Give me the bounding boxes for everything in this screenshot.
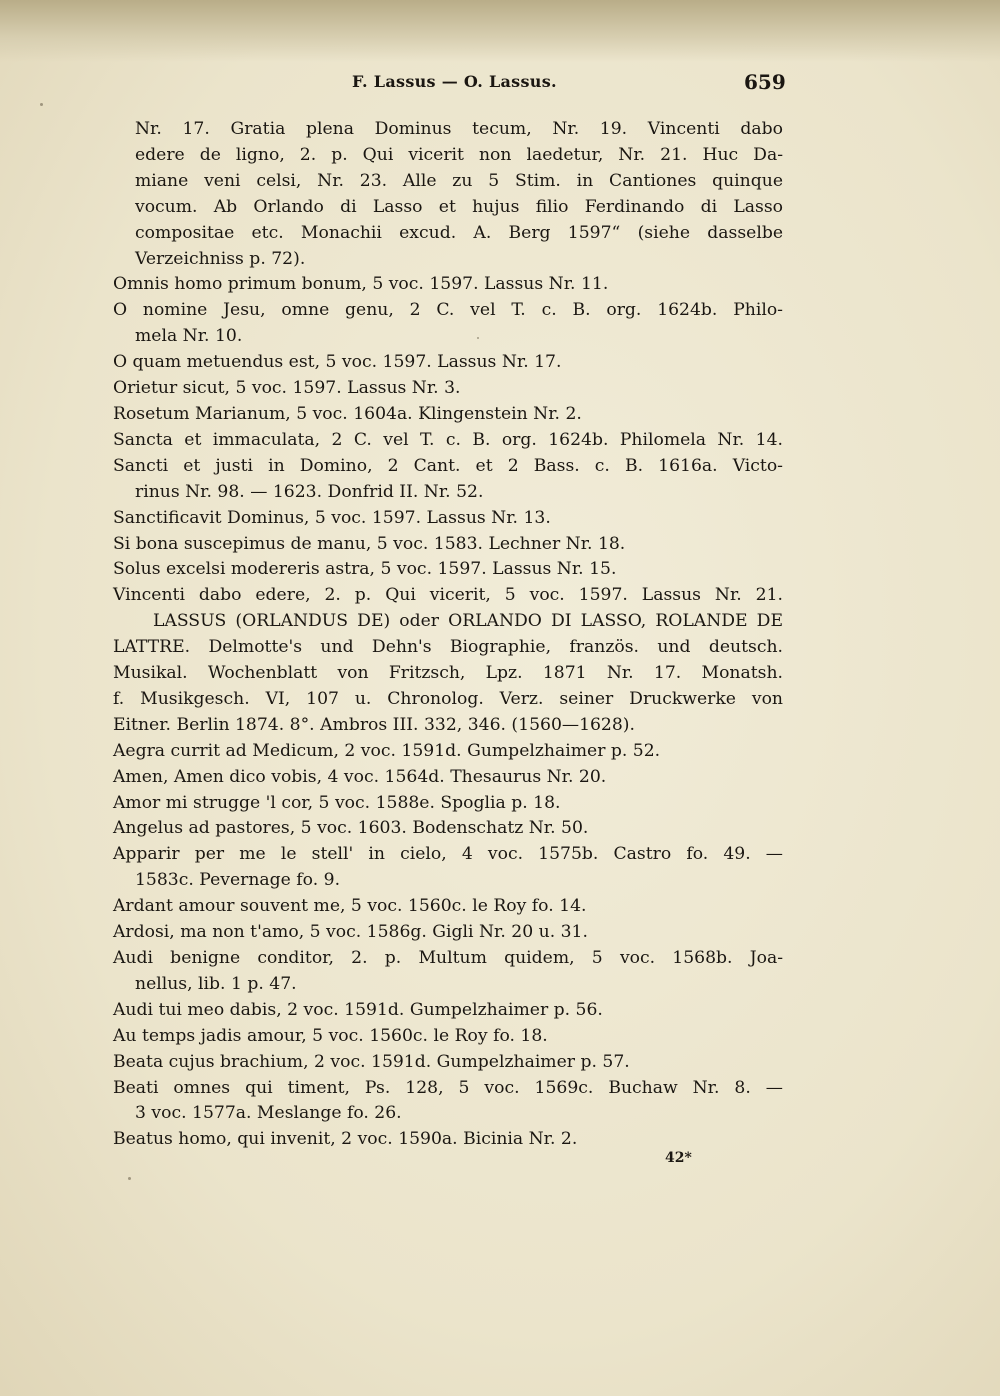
body-text [113, 117, 783, 1153]
text-line: miane veni celsi, Nr. 23. Alle zu 5 Stim. in Cantiones quinque [135, 170, 783, 191]
text-line: Apparir per me le stell' in cielo, 4 voc. 1575b. Castro fo. 49. — [113, 844, 783, 865]
text-line: 1583c. Pevernage fo. 9. [135, 870, 341, 891]
page-header [0, 72, 1000, 102]
paper-speck [128, 1177, 131, 1180]
text-line: Angelus ad pastores, 5 voc. 1603. Bodenschatz Nr. 50. [113, 818, 589, 839]
text-line: compositae etc. Monachii excud. A. Berg 1597“ (siehe dasselbe [135, 222, 783, 243]
paper-speck [477, 337, 479, 339]
text-line: Beata cujus brachium, 2 voc. 1591d. Gumpelzhaimer p. 57. [113, 1051, 630, 1072]
text-line: vocum. Ab Orlando di Lasso et hujus filio Ferdinando di Lasso [135, 196, 783, 217]
text-line: Audi benigne conditor, 2. p. Multum quidem, 5 voc. 1568b. Joa- [113, 948, 783, 968]
text-line: Solus excelsi modereris astra, 5 voc. 1597. Lassus Nr. 15. [113, 559, 617, 580]
text-line: Beati omnes qui timent, Ps. 128, 5 voc. 1569c. Buchaw Nr. 8. — [113, 1077, 783, 1098]
text-line: Omnis homo primum bonum, 5 voc. 1597. Lassus Nr. 11. [113, 274, 609, 295]
text-line: Ardant amour souvent me, 5 voc. 1560c. le Roy fo. 14. [113, 896, 587, 917]
text-line: LASSUS (ORLANDUS DE) oder ORLANDO DI LASSO, ROLANDE DE [153, 611, 783, 632]
text-line: Ardosi, ma non t'amo, 5 voc. 1586g. Gigli Nr. 20 u. 31. [113, 922, 588, 943]
text-line: Sancta et immaculata, 2 C. vel T. c. B. org. 1624b. Philomela Nr. 14. [113, 429, 783, 450]
text-line: Au temps jadis amour, 5 voc. 1560c. le Roy fo. 18. [113, 1025, 548, 1046]
text-line: mela Nr. 10. [135, 326, 243, 347]
text-line: edere de ligno, 2. p. Qui vicerit non laedetur, Nr. 21. Huc Da- [135, 144, 783, 165]
text-line: Verzeichniss p. 72). [135, 248, 306, 269]
paper-speck [40, 103, 43, 106]
text-line: 3 voc. 1577a. Meslange fo. 26. [135, 1103, 402, 1124]
page-top-shadow [0, 0, 1000, 62]
text-line: O quam metuendus est, 5 voc. 1597. Lassus Nr. 17. [113, 352, 562, 373]
text-line: Musikal. Wochenblatt von Fritzsch, Lpz. 1871 Nr. 17. Monatsh. [113, 663, 783, 684]
text-line: Nr. 17. Gratia plena Dominus tecum, Nr. 19. Vincenti dabo [135, 119, 783, 139]
text-line: O nomine Jesu, omne genu, 2 C. vel T. c. B. org. 1624b. Philo- [113, 300, 783, 321]
text-line: Eitner. Berlin 1874. 8°. Ambros III. 332, 346. (1560—1628). [113, 714, 635, 735]
text-line: nellus, lib. 1 p. 47. [135, 973, 297, 994]
text-line: Sancti et justi in Domino, 2 Cant. et 2 Bass. c. B. 1616a. Victo- [113, 455, 783, 476]
text-line: LATTRE. Delmotte's und Dehn's Biographie, französ. und deutsch. [113, 637, 783, 658]
text-line: f. Musikgesch. VI, 107 u. Chronolog. Verz. seiner Druckwerke von [113, 688, 783, 709]
text-line: Si bona suscepimus de manu, 5 voc. 1583. Lechner Nr. 18. [113, 533, 626, 554]
text-line: Amor mi strugge 'l cor, 5 voc. 1588e. Spoglia p. 18. [113, 792, 561, 813]
text-line: rinus Nr. 98. — 1623. Donfrid II. Nr. 52. [135, 481, 484, 502]
text-line: Sanctificavit Dominus, 5 voc. 1597. Lassus Nr. 13. [113, 507, 551, 528]
running-title: F. Lassus — O. Lassus. [352, 72, 557, 91]
text-line: Beatus homo, qui invenit, 2 voc. 1590a. Bicinia Nr. 2. [113, 1129, 578, 1150]
page-number: 659 [744, 70, 786, 94]
text-line: Orietur sicut, 5 voc. 1597. Lassus Nr. 3. [113, 378, 461, 399]
text-line: Vincenti dabo edere, 2. p. Qui vicerit, 5 voc. 1597. Lassus Nr. 21. [113, 585, 783, 606]
text-line: Amen, Amen dico vobis, 4 voc. 1564d. Thesaurus Nr. 20. [113, 766, 607, 787]
signature-mark: 42* [665, 1150, 692, 1166]
text-line: Audi tui meo dabis, 2 voc. 1591d. Gumpelzhaimer p. 56. [113, 999, 603, 1020]
text-line: Rosetum Marianum, 5 voc. 1604a. Klingenstein Nr. 2. [113, 403, 582, 424]
text-line: Aegra currit ad Medicum, 2 voc. 1591d. Gumpelzhaimer p. 52. [113, 740, 661, 761]
